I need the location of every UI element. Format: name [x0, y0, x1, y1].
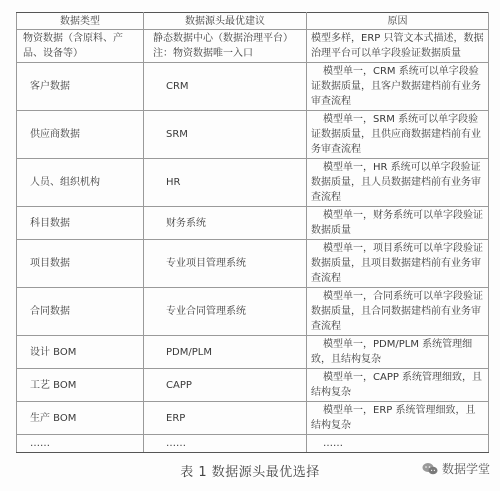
table-row	[17, 402, 489, 435]
cell-type: ……	[17, 435, 144, 453]
cell-type: 供应商数据	[17, 111, 144, 159]
table-row	[17, 159, 489, 207]
cell-type: 客户数据	[17, 63, 144, 111]
cell-source: ERP	[144, 402, 307, 435]
cell-reason	[307, 369, 489, 402]
reason-text: 模型单一，PDM/PLM 系统管理细致，且结构复杂	[311, 339, 473, 365]
cell-source: CAPP	[144, 369, 307, 402]
reason-text: 模型单一，财务系统可以单字段验证数据质量	[311, 210, 483, 236]
wechat-icon	[422, 462, 438, 476]
table-row	[17, 111, 489, 159]
cell-source: ……	[144, 435, 307, 453]
table-row	[17, 30, 489, 63]
table-row	[17, 288, 489, 336]
cell-reason	[307, 159, 489, 207]
reason-text: 模型单一，HR 系统可以单字段验证数据质量，且人员数据建档前有业务审查流程	[311, 162, 481, 203]
header-reason: 原因	[307, 13, 489, 30]
table-row	[17, 369, 489, 402]
cell-source: SRM	[144, 111, 307, 159]
reason-text: 模型单一，CRM 系统可以单字段验证数据质量，且客户数据建档前有业务审查流程	[311, 66, 481, 107]
cell-reason	[307, 336, 489, 369]
cell-source: HR	[144, 159, 307, 207]
reason-text: 模型单一，项目系统可以单字段验证数据质量，且项目数据建档前有业务审查流程	[311, 243, 483, 284]
cell-reason: 模型多样，ERP 只管文本式描述，数据治理平台可以单字段验证数据质量	[307, 30, 489, 63]
table-row	[17, 240, 489, 288]
cell-source: 专业项目管理系统	[144, 240, 307, 288]
cell-type: 设计 BOM	[17, 336, 144, 369]
cell-type: 物资数据（含原料、产品、设备等）	[17, 30, 144, 63]
table-row	[17, 63, 489, 111]
cell-type: 人员、组织机构	[17, 159, 144, 207]
header-source: 数据源头最优建议	[144, 13, 307, 30]
watermark-text: 数据学堂	[441, 462, 490, 476]
cell-type: 生产 BOM	[17, 402, 144, 435]
cell-reason	[307, 435, 489, 453]
cell-reason	[307, 288, 489, 336]
cell-source: PDM/PLM	[144, 336, 307, 369]
cell-source: 财务系统	[144, 207, 307, 240]
cell-source: CRM	[144, 63, 307, 111]
reason-text: 模型单一，SRM 系统可以单字段验证数据质量，且供应商数据建档前有业务审查流程	[311, 114, 481, 155]
cell-reason	[307, 240, 489, 288]
cell-source: 静态数据中心（数据治理平台）注：物资数据唯一入口	[144, 30, 307, 63]
reason-text: 模型单一，CAPP 系统管理细致，且结构复杂	[311, 372, 483, 398]
cell-type: 项目数据	[17, 240, 144, 288]
header-data-type: 数据类型	[17, 13, 144, 30]
cell-type: 科目数据	[17, 207, 144, 240]
table-header-row	[17, 13, 489, 30]
reason-text: 模型单一，ERP 系统管理细致，且结构复杂	[311, 405, 476, 431]
reason-text: 模型单一，合同系统可以单字段验证数据质量，且合同数据建档前有业务审查流程	[311, 291, 483, 332]
table-row	[17, 207, 489, 240]
cell-type: 合同数据	[17, 288, 144, 336]
reason-text: ……	[323, 438, 343, 449]
table-caption: 表 1 数据源头最优选择	[180, 465, 320, 480]
cell-type: 工艺 BOM	[17, 369, 144, 402]
watermark	[422, 460, 490, 477]
cell-reason	[307, 111, 489, 159]
table-row	[17, 336, 489, 369]
cell-reason	[307, 402, 489, 435]
table-row	[17, 435, 489, 453]
cell-reason	[307, 207, 489, 240]
cell-reason	[307, 63, 489, 111]
data-source-table	[16, 12, 489, 453]
cell-source: 专业合同管理系统	[144, 288, 307, 336]
